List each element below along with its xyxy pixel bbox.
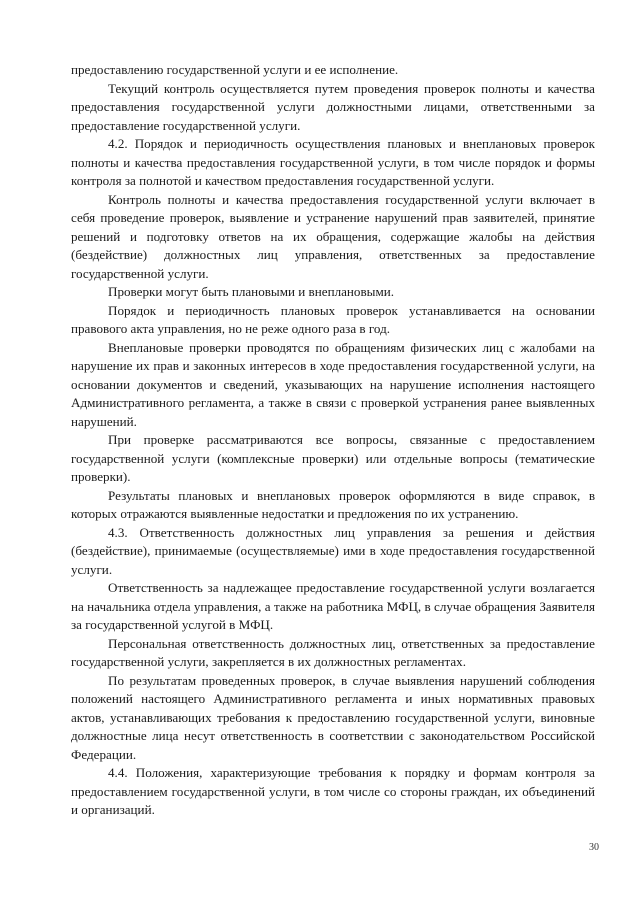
paragraph-inspection-results: Результаты плановых и внеплановых проверок оформляются в виде справок, в которых отражаются выявленные недостатки и предложения по их устранению. xyxy=(71,487,595,521)
paragraph-current-control: Текущий контроль осуществляется путем проведения проверок полноты и качества предоставления государственной услуги должностными лицами, ответственными за предоставление государственной услуги. xyxy=(71,80,595,133)
section-heading-4-3: 4.3. Ответственность должностных лиц управления за решения и действия (бездействие), принимаемые (осуществляемые) ими в ходе предоставления государственной услуги. xyxy=(71,524,595,577)
paragraph-control-scope: Контроль полноты и качества предоставления государственной услуги включает в себя проведение проверок, выявление и устранение нарушений прав заявителей, принятие решений и подготовку ответов на их обращения, содержащие жалобы на действия (бездействие) должностных лиц управления, ответственных за предоставление государственной услуги. xyxy=(71,191,595,281)
paragraph-inspection-questions: При проверке рассматриваются все вопросы, связанные с предоставлением государственной услуги (комплексные проверки) или отдельные вопросы (тематические проверки). xyxy=(71,432,595,484)
section-heading-4-2: 4.2. Порядок и периодичность осуществления плановых и внеплановых проверок полноты и качества предоставления государственной услуги, в том числе порядок и формы контроля за полнотой и качеством предоставления государственной услуги. xyxy=(71,136,595,188)
page-number: 30 xyxy=(589,842,599,853)
paragraph-continuation: предоставлению государственной услуги и ее исполнение. xyxy=(71,62,399,77)
paragraph-inspection-types: Проверки могут быть плановыми и внеплановыми. xyxy=(108,284,395,299)
paragraph-responsibility: Ответственность за надлежащее предоставление государственной услуги возлагается на начальника отдела управления, а также на работника МФЦ, в случае обращения Заявителя за государственной услугой в МФЦ. xyxy=(71,580,595,632)
paragraph-unplanned-inspections: Внеплановые проверки проводятся по обращениям физических лиц с жалобами на нарушение их прав и законных интересов в ходе предоставления государственной услуги, на основании документов и сведений, указывающих на нарушение исполнения настоящего Административного регламента, а также в связи с проверкой устранения ранее выявленных нарушений. xyxy=(71,339,595,429)
document-body xyxy=(71,61,595,820)
section-heading-4-4: 4.4. Положения, характеризующие требования к порядку и формам контроля за предоставлением государственной услуги, в том числе со стороны граждан, их объединений и организаций. xyxy=(71,765,595,817)
paragraph-personal-responsibility: Персональная ответственность должностных лиц, ответственных за предоставление государственной услуги, закрепляется в их должностных регламентах. xyxy=(71,635,595,669)
paragraph-planned-inspections: Порядок и периодичность плановых проверок устанавливается на основании правового акта управления, но не реже одного раза в год. xyxy=(71,302,595,336)
paragraph-violations: По результатам проведенных проверок, в случае выявления нарушений соблюдения положений настоящего Административного регламента и иных нормативных правовых актов, устанавливающих требования к предоставлению государственной услуги, виновные должностные лица несут ответственность в соответствии с законодательством Российской Федерации. xyxy=(71,672,595,762)
